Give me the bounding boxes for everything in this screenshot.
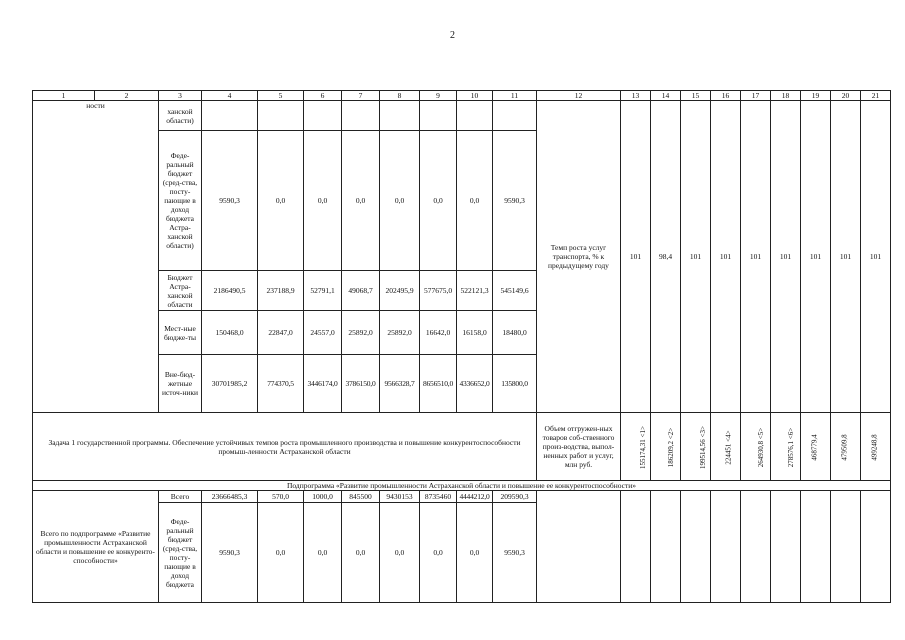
value-cell: 25892,0 [342,311,380,355]
col-header: 15 [681,91,711,101]
indicator-value: 101 [681,101,711,413]
value-cell: 0,0 [420,131,457,271]
header-row [33,91,891,101]
value-cell: 25892,0 [380,311,420,355]
value-cell: 774370,5 [258,355,304,413]
col-header: 10 [457,91,493,101]
col-header: 9 [420,91,457,101]
value-cell: 0,0 [342,131,380,271]
col-header: 6 [304,91,342,101]
col-header: 20 [831,91,861,101]
value-cell: 8656510,0 [420,355,457,413]
task-indicator-value: 199514,56 <3> [681,413,711,481]
indicator-name-cell [537,101,621,413]
value-cell: 135800,0 [493,355,537,413]
funding-source-cell: Феде-ральный бюджет (сред-ства, посту-пающие в доход бюджета [159,503,202,603]
indicator-value: 101 [831,101,861,413]
value-cell: 16642,0 [420,311,457,355]
col-header: 14 [651,91,681,101]
value-cell: 52791,1 [304,271,342,311]
value-cell: 0,0 [457,503,493,603]
value-cell: 23666485,3 [202,491,258,503]
indicator-value: 101 [771,101,801,413]
col-header: 12 [537,91,621,101]
value-cell: 4444212,0 [457,491,493,503]
value-cell: 150468,0 [202,311,258,355]
value-cell: 0,0 [304,503,342,603]
subprogram-title: Подпрограмма «Развитие промышленности Астраханской области и повышение ее конкурентоспособности» [33,481,891,491]
value-cell: 16158,0 [457,311,493,355]
value-cell: 0,0 [457,131,493,271]
value-cell: 3786150,0 [342,355,380,413]
indicator-value: 101 [861,101,891,413]
budget-table [32,90,891,603]
col-header: 18 [771,91,801,101]
value-cell: 0,0 [380,503,420,603]
program-name-cell [33,101,159,413]
value-cell: 9590,3 [493,131,537,271]
task-indicator: Объем отгружен-ных товаров соб-ственного произ-водства, выпол-ненных работ и услуг, млн руб. [537,413,621,481]
indicator-value: 98,4 [651,101,681,413]
value-cell: 49068,7 [342,271,380,311]
empty-indicator-cell [537,491,621,603]
col-header: 2 [95,91,159,101]
funding-source-cell: Вне-бюд-жетные источ-ники [159,355,202,413]
col-header: 7 [342,91,380,101]
value-cell: 845500 [342,491,380,503]
value-cell: 8735460 [420,491,457,503]
funding-source-cell: ханской области) [159,101,202,131]
task-row [33,413,891,481]
funding-source-cell: Бюджет Астра-ханской области [159,271,202,311]
value-cell: 0,0 [342,503,380,603]
value-cell: 9590,3 [202,131,258,271]
subprogram-total-name: Всего по подпрограмме «Развитие промышленности Астраханской области и повышение ее конкуренто-способности» [33,491,159,603]
value-cell: 1000,0 [304,491,342,503]
col-header: 1 [33,91,95,101]
col-header: 13 [621,91,651,101]
value-cell: 24557,0 [304,311,342,355]
value-cell: 522121,3 [457,271,493,311]
value-cell: 22847,0 [258,311,304,355]
task-indicator-value: 155174,31 <1> [621,413,651,481]
col-header: 21 [861,91,891,101]
value-cell: 2186490,5 [202,271,258,311]
col-header: 3 [159,91,202,101]
value-cell: 0,0 [420,503,457,603]
value-cell: 3446174,0 [304,355,342,413]
funding-source-cell: Всего [159,491,202,503]
col-header: 5 [258,91,304,101]
value-cell: 0,0 [258,503,304,603]
indicator-value: 101 [741,101,771,413]
task-indicator-value: 479509,8 [831,413,861,481]
value-cell: 209590,3 [493,491,537,503]
value-cell: 0,0 [304,131,342,271]
subprogram-row [33,481,891,491]
task-indicator-value: 264930,8 <5> [741,413,771,481]
indicator-name: Темп роста услуг транспорта, % к предыдущему году [548,243,609,270]
col-header: 11 [493,91,537,101]
program-name-tail: ности [86,101,105,110]
task-indicator-value: 468779,4 [801,413,831,481]
value-cell: 545149,6 [493,271,537,311]
value-cell: 577675,0 [420,271,457,311]
table-row [33,491,891,503]
indicator-value: 101 [621,101,651,413]
task-indicator-value: 186209,2 <2> [651,413,681,481]
col-header: 17 [741,91,771,101]
value-cell: 202495,9 [380,271,420,311]
value-cell: 0,0 [380,131,420,271]
value-cell: 18480,0 [493,311,537,355]
task-indicator-value: 499248,8 [861,413,891,481]
funding-source-cell: Мест-ные бюдже-ты [159,311,202,355]
value-cell: 4336652,0 [457,355,493,413]
indicator-value: 101 [711,101,741,413]
value-cell: 30701985,2 [202,355,258,413]
value-cell: 570,0 [258,491,304,503]
funding-source-cell: Феде-ральный бюджет (сред-ства, посту-пающие в доход бюджета Астра-ханской области) [159,131,202,271]
value-cell: 0,0 [258,131,304,271]
indicator-value: 101 [801,101,831,413]
value-cell: 9590,3 [202,503,258,603]
value-cell: 237188,9 [258,271,304,311]
task-indicator-value: 278576,1 <6> [771,413,801,481]
col-header: 16 [711,91,741,101]
col-header: 4 [202,91,258,101]
col-header: 19 [801,91,831,101]
table-row [33,101,891,131]
task-text: Задача 1 государственной программы. Обеспечение устойчивых темпов роста промышленного производства и повышение конкурентоспособности промыш-ленности Астраханской области [33,413,537,481]
value-cell: 9590,3 [493,503,537,603]
col-header: 8 [380,91,420,101]
value-cell: 9566328,7 [380,355,420,413]
value-cell: 9430153 [380,491,420,503]
task-indicator-value: 224451 <4> [711,413,741,481]
page-number: 2 [450,30,455,41]
